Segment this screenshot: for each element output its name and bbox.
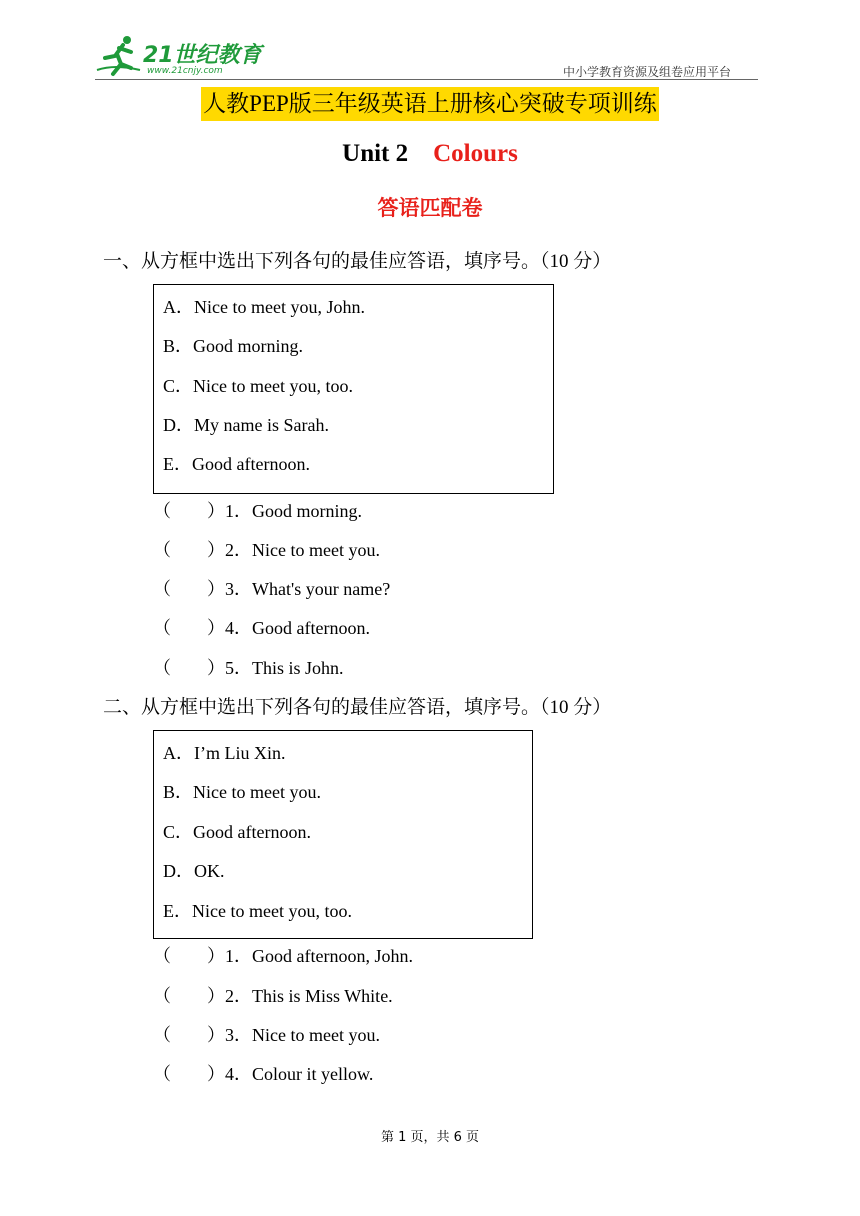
section1-option-b: B．Good morning. bbox=[163, 336, 304, 356]
section1-question-1[interactable]: （ ）1．Good morning. bbox=[153, 501, 362, 521]
section2-option-e: E．Nice to meet you, too. bbox=[163, 901, 352, 921]
unit-title bbox=[0, 140, 860, 168]
section2-question-1[interactable]: （ ）1．Good afternoon, John. bbox=[153, 946, 413, 966]
section1-question-4[interactable]: （ ）4．Good afternoon. bbox=[153, 618, 370, 638]
section1-option-a: A．Nice to meet you, John. bbox=[163, 297, 365, 317]
platform-label: 中小学教育资源及组卷应用平台 bbox=[563, 65, 732, 79]
section2-question-4[interactable]: （ ）4．Colour it yellow. bbox=[153, 1064, 374, 1084]
section1-option-e: E．Good afternoon. bbox=[163, 454, 310, 474]
main-title-wrap bbox=[0, 87, 860, 121]
section2-option-b: B．Nice to meet you. bbox=[163, 782, 321, 802]
section1-question-5[interactable]: （ ）5．This is John. bbox=[153, 658, 344, 678]
section2-option-a: A．I’m Liu Xin. bbox=[163, 743, 286, 763]
logo-url: www.21cnjy.com bbox=[147, 66, 223, 76]
section2-question-2[interactable]: （ ）2．This is Miss White. bbox=[153, 986, 393, 1006]
section1-option-d: D．My name is Sarah. bbox=[163, 415, 329, 435]
unit-label: Unit 2 bbox=[342, 140, 409, 167]
section2-option-d: D．OK. bbox=[163, 861, 225, 881]
section1-question-2[interactable]: （ ）2．Nice to meet you. bbox=[153, 540, 380, 560]
section2-question-3[interactable]: （ ）3．Nice to meet you. bbox=[153, 1025, 380, 1045]
sub-title: 答语匹配卷 bbox=[377, 196, 483, 220]
main-title: 人教PEP版三年级英语上册核心突破专项训练 bbox=[201, 87, 659, 121]
section1-option-c: C．Nice to meet you, too. bbox=[163, 376, 353, 396]
section2-option-c: C．Good afternoon. bbox=[163, 822, 311, 842]
section1-heading: 一、从方框中选出下列各句的最佳应答语，填序号。（10 分） bbox=[103, 251, 612, 272]
unit-name: Colours bbox=[433, 140, 518, 167]
page-footer: 第 1 页，共 6 页 bbox=[380, 1130, 480, 1145]
logo-text: 21世纪教育 bbox=[143, 43, 262, 68]
section1-question-3[interactable]: （ ）3．What's your name? bbox=[153, 579, 391, 599]
section2-heading: 二、从方框中选出下列各句的最佳应答语，填序号。（10 分） bbox=[103, 697, 612, 718]
header-divider bbox=[95, 79, 758, 80]
